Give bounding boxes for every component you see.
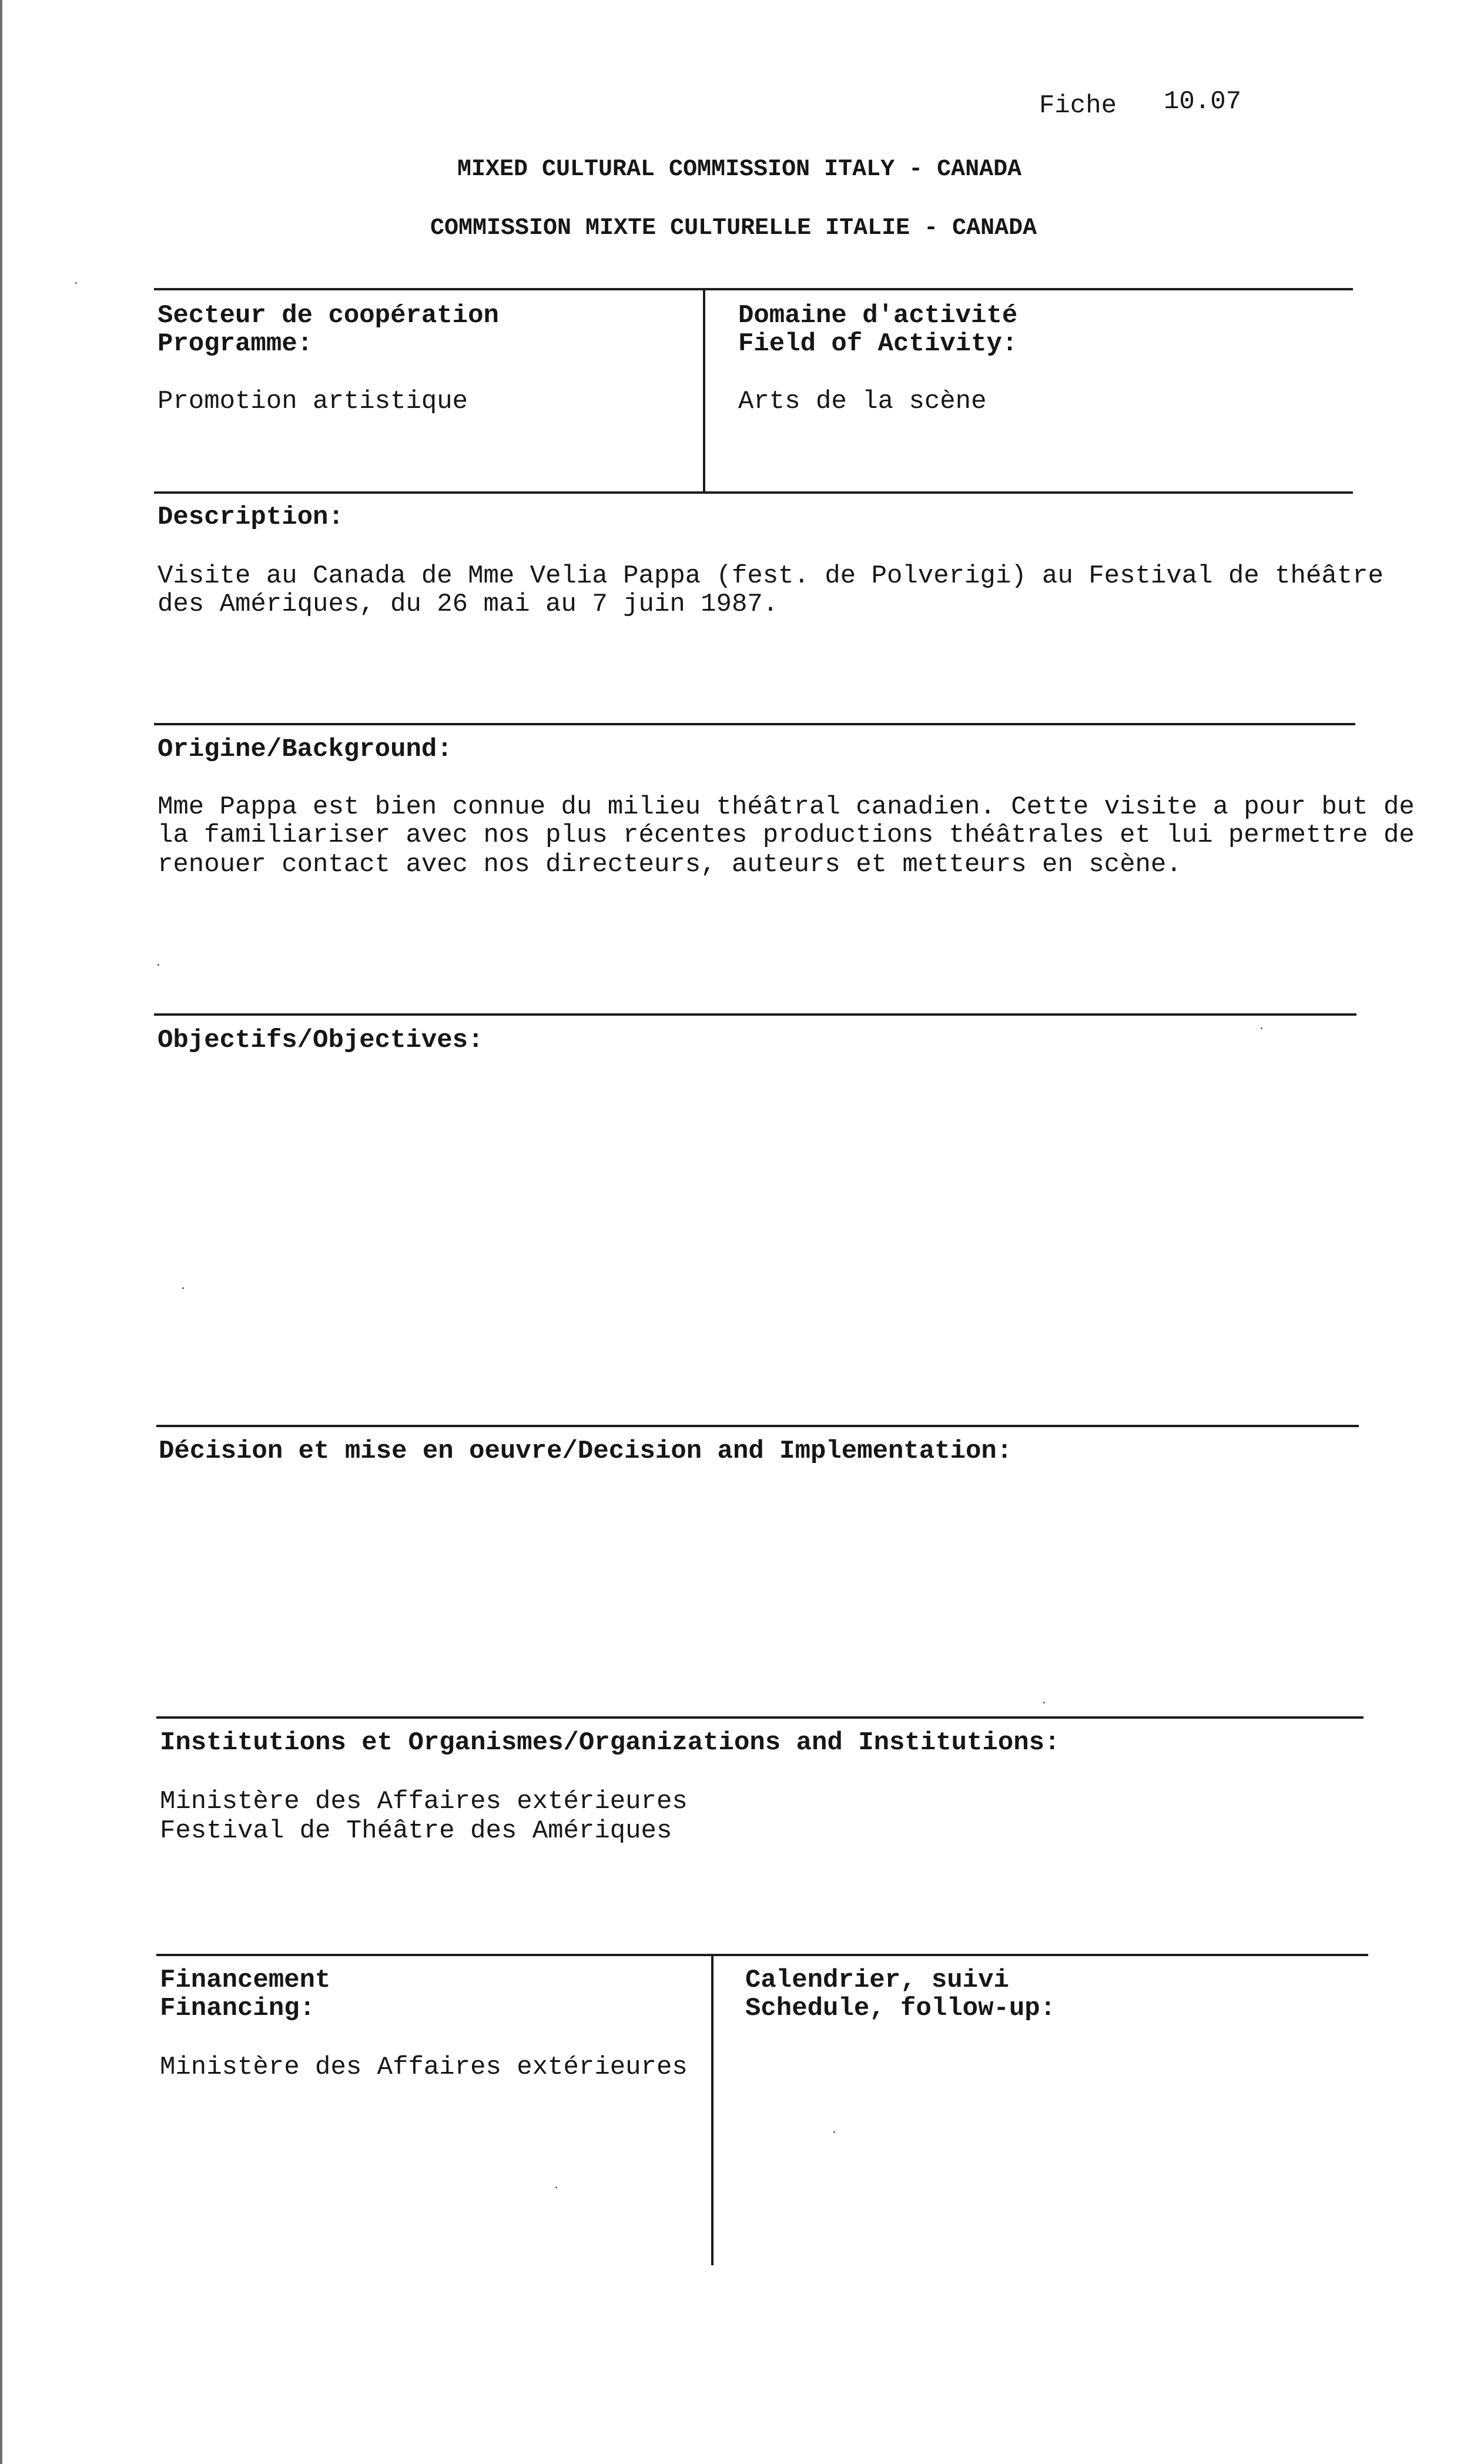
schedule-heading-en: Schedule, follow-up: xyxy=(745,1994,1056,2023)
page-left-edge xyxy=(0,0,2,2464)
scan-speck xyxy=(555,2187,557,2188)
rule-institutions xyxy=(156,1716,1364,1719)
scan-speck xyxy=(1261,1027,1262,1029)
scan-speck xyxy=(1043,1702,1045,1703)
rule-background xyxy=(154,723,1355,725)
rule-financing xyxy=(156,1954,1368,1956)
sector-heading-programme: Programme: xyxy=(158,329,313,359)
background-line-2: la familiariser avec nos plus récentes productions théâtrales et lui permettre de xyxy=(158,821,1415,850)
description-line-2: des Amériques, du 26 mai au 7 juin 1987. xyxy=(158,590,779,619)
scan-speck xyxy=(833,2131,835,2133)
rule-objectives xyxy=(154,1013,1356,1016)
domain-value: Arts de la scène xyxy=(738,387,987,416)
rule-financing-divider xyxy=(711,1954,713,2265)
rule-decision xyxy=(156,1425,1359,1427)
rule-top-divider xyxy=(703,288,705,494)
scan-speck xyxy=(75,282,77,284)
scan-speck xyxy=(182,1287,184,1289)
fiche-number: 10.07 xyxy=(1164,87,1242,116)
header-title-en: MIXED CULTURAL COMMISSION ITALY - CANADA xyxy=(457,156,1022,183)
domain-heading: Domaine d'activité xyxy=(738,301,1018,330)
financing-heading-fr: Financement xyxy=(160,1966,331,1995)
institutions-line-1: Ministère des Affaires extérieures xyxy=(160,1787,688,1816)
background-heading: Origine/Background: xyxy=(158,735,453,764)
institutions-line-2: Festival de Théâtre des Amériques xyxy=(160,1816,672,1846)
background-line-3: renouer contact avec nos directeurs, auteurs et metteurs en scène. xyxy=(158,850,1182,879)
sector-value: Promotion artistique xyxy=(158,387,468,416)
institutions-heading: Institutions et Organismes/Organizations and Institutions: xyxy=(160,1728,1060,1757)
rule-top xyxy=(154,288,1353,290)
financing-heading-en: Financing: xyxy=(160,1994,316,2023)
domain-heading-en: Field of Activity: xyxy=(738,329,1018,359)
objectives-heading: Objectifs/Objectives: xyxy=(158,1026,484,1055)
schedule-heading-fr: Calendrier, suivi xyxy=(745,1966,1009,1995)
description-line-1: Visite au Canada de Mme Velia Pappa (fest. de Polverigi) au Festival de théâtre xyxy=(158,561,1383,591)
description-heading: Description: xyxy=(158,503,344,532)
sector-heading: Secteur de coopération xyxy=(158,301,499,330)
scan-speck xyxy=(158,964,159,966)
header-title-fr: COMMISSION MIXTE CULTURELLE ITALIE - CANADA xyxy=(430,215,1037,242)
background-line-1: Mme Pappa est bien connue du milieu théâtral canadien. Cette visite a pour but de xyxy=(158,792,1415,822)
decision-heading: Décision et mise en oeuvre/Decision and Implementation: xyxy=(159,1437,1013,1466)
rule-description xyxy=(154,491,1353,494)
financing-value: Ministère des Affaires extérieures xyxy=(160,2053,688,2082)
fiche-label: Fiche xyxy=(1039,91,1117,120)
